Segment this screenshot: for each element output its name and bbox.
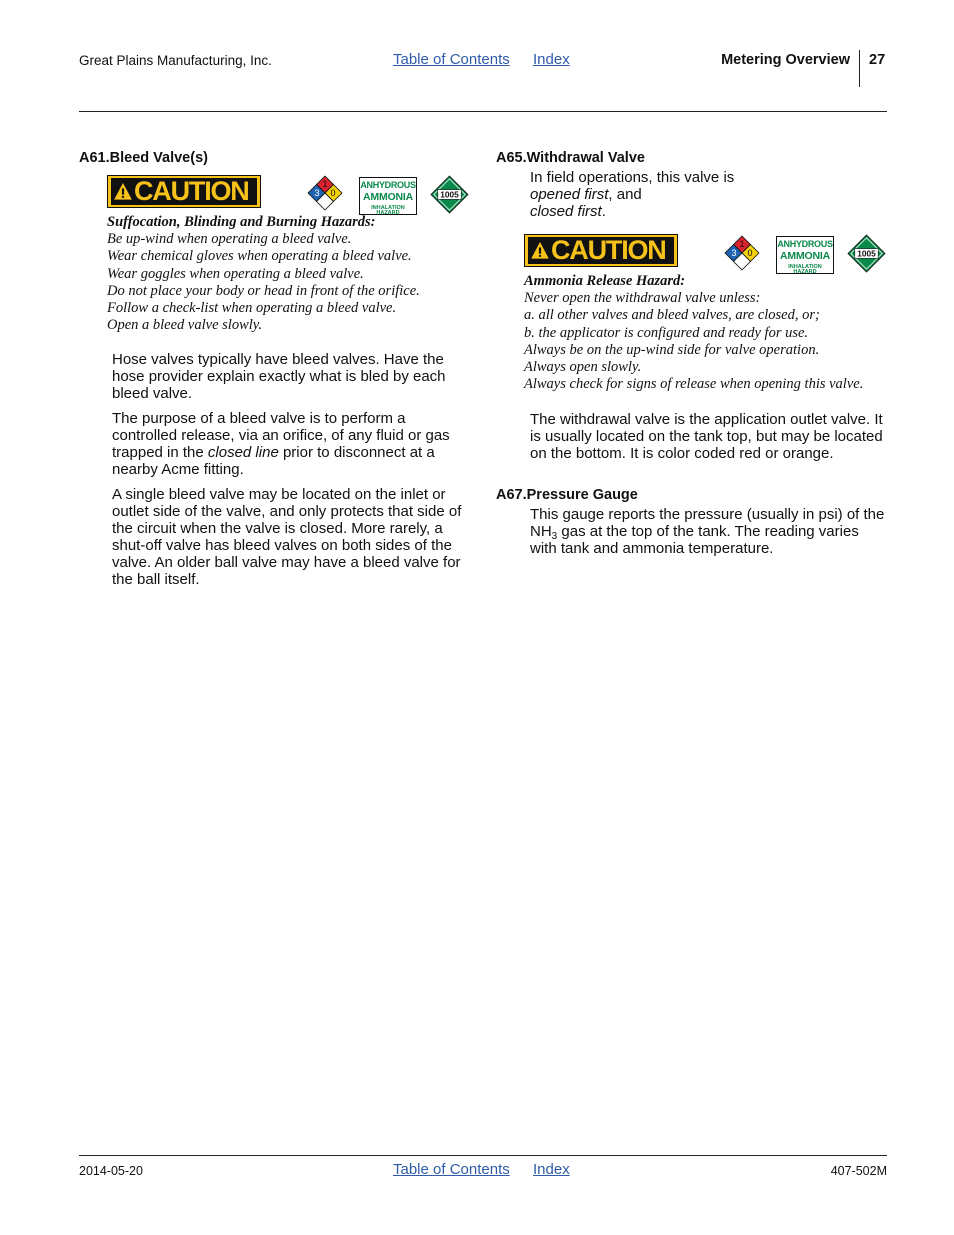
caution-label: CAUTION — [134, 176, 249, 206]
bleed-valve-heading: A61.Bleed Valve(s) — [79, 150, 208, 166]
hazard-line: Wear chemical gloves when operating a bleed valve. — [107, 248, 412, 265]
caution-label: CAUTION — [551, 235, 666, 265]
header-divider — [859, 50, 860, 87]
hazard-line: a. all other valves and bleed valves, are closed, or; — [524, 307, 820, 324]
caution-badge — [524, 234, 678, 267]
nfpa-reactivity: 0 — [747, 248, 753, 258]
hazard-line: Open a bleed valve slowly. — [107, 317, 263, 334]
un-number: 1005 — [857, 249, 876, 259]
withdrawal-valve-hazard — [524, 273, 890, 393]
footer-date: 2014-05-20 — [79, 1164, 143, 1178]
section-title: Metering Overview — [721, 52, 850, 68]
withdrawal-intro: In field operations, this valve is opened first, and closed first. — [530, 169, 735, 220]
hazard-title: Ammonia Release Hazard: — [524, 273, 686, 289]
hazard-line: Wear goggles when operating a bleed valve. — [107, 265, 364, 282]
nfpa-diamond-icon — [724, 235, 760, 271]
hazard-line: Never open the withdrawal valve unless: — [524, 290, 761, 307]
nfpa-health: 3 — [731, 248, 737, 258]
header-index-link[interactable]: Index — [533, 51, 570, 68]
hazard-line: Always be on the up-wind side for valve operation. — [524, 341, 820, 358]
anhydrous-ammonia-label: ANHYDROUS AMMONIA INHALATION HAZARD — [359, 177, 417, 215]
hazard-line: b. the applicator is configured and ready for use. — [524, 324, 809, 341]
footer-toc-link[interactable]: Table of Contents — [393, 1161, 510, 1178]
bleed-valve-body — [112, 351, 470, 596]
header-rule — [79, 111, 887, 112]
nfpa-flammability: 1 — [322, 179, 328, 189]
footer-index-link[interactable]: Index — [533, 1161, 570, 1178]
paragraph: A single bleed valve may be located on the inlet or outlet side of the valve, and only protects that side of the circuit when the valve is closed. More rarely, a shut-off valve has bleed valves on both sides of the valve. An older ball valve may have a bleed valve for the ball itself. — [112, 486, 462, 588]
nfpa-reactivity: 0 — [330, 188, 336, 198]
un-placard-icon — [847, 234, 886, 273]
bleed-valve-hazard — [107, 214, 467, 334]
paragraph: Hose valves typically have bleed valves. Have the hose provider explain exactly what is bled by each bleed valve. — [112, 351, 446, 402]
un-placard-icon — [430, 175, 469, 214]
pressure-gauge-heading: A67.Pressure Gauge — [496, 487, 638, 503]
nfpa-health: 3 — [314, 188, 320, 198]
header-toc-link[interactable]: Table of Contents — [393, 51, 510, 68]
hazard-line: Always open slowly. — [524, 359, 642, 376]
footer-rule — [79, 1155, 887, 1156]
warning-triangle-icon — [114, 183, 132, 201]
doc-number: 407-502M — [830, 1164, 887, 1178]
caution-badge — [107, 175, 261, 208]
company-name: Great Plains Manufacturing, Inc. — [79, 53, 272, 68]
hazard-line: Always check for signs of release when opening this valve. — [524, 376, 864, 393]
page-number: 27 — [869, 52, 886, 68]
nfpa-flammability: 1 — [739, 239, 745, 249]
pressure-gauge-body: This gauge reports the pressure (usually in psi) of the $NH_3$ gas at the top of the tank. The reading varies with tank and ammonia temperature. — [530, 506, 885, 557]
hazard-line: Be up-wind when operating a bleed valve. — [107, 231, 352, 248]
anhydrous-ammonia-label: ANHYDROUS AMMONIA INHALATION HAZARD — [776, 236, 834, 274]
withdrawal-valve-heading: A65.Withdrawal Valve — [496, 150, 645, 166]
warning-triangle-icon — [531, 242, 549, 260]
un-number: 1005 — [440, 190, 459, 200]
paragraph: The purpose of a bleed valve is to perform a controlled release, via an orifice, of any fluid or gas trapped in the closed line prior to disconnect at a nearby Acme fitting. — [112, 410, 450, 478]
hazard-title: Suffocation, Blinding and Burning Hazards: — [107, 214, 376, 230]
nfpa-diamond-icon — [307, 175, 343, 211]
hazard-line: Follow a check-list when operating a bleed valve. — [107, 300, 397, 317]
hazard-line: Do not place your body or head in front of the orifice. — [107, 282, 420, 299]
withdrawal-valve-body: The withdrawal valve is the application outlet valve. It is usually located on the tank top, but may be located on the bottom. It is color coded red or orange. — [530, 411, 883, 462]
